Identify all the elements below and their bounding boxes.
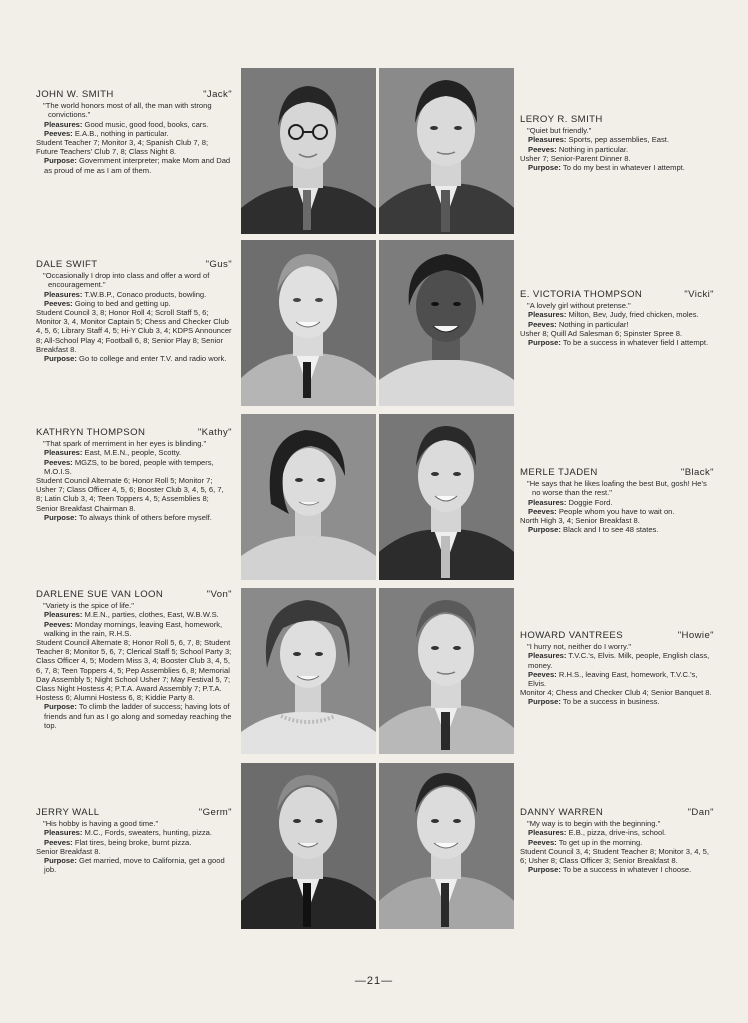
student-name: E. VICTORIA THOMPSON	[520, 289, 643, 300]
peeves-text: To get up in the morning.	[558, 837, 643, 847]
pleasures-label: Pleasures:	[528, 135, 567, 145]
purpose-text: Black and I to see 48 states.	[563, 525, 659, 535]
purpose-text: To climb the ladder of success; having lots of friends and fun as I go along and someday reaching the top.	[44, 702, 232, 730]
portrait-photo-danny-warren	[379, 763, 514, 929]
activities-text: North High 3, 4; Senior Breakfast 8.	[520, 516, 640, 526]
student-nickname: "Von"	[206, 589, 232, 600]
peeves-label: Peeves:	[44, 457, 73, 467]
student-nickname: "Germ"	[198, 807, 232, 818]
bio-leroy-smith	[520, 115, 714, 172]
student-name: HOWARD VANTREES	[520, 630, 624, 641]
bio-darlene-van-loon	[36, 590, 232, 730]
student-name: MERLE TJADEN	[520, 467, 598, 478]
purpose-label: Purpose:	[44, 512, 77, 522]
purpose-text: Government interpreter; make Mom and Dad as proud of me as I am of them.	[44, 156, 231, 175]
pleasures-label: Pleasures:	[528, 310, 567, 320]
student-name: KATHRYN THOMPSON	[36, 427, 146, 438]
activities-text: Student Council 3, 4; Student Teacher 8; Monitor 3, 4, 5, 6; Usher 8; Class Officer 3; Senior Breakfast 8.	[520, 846, 709, 866]
portrait-photo-dale-swift	[241, 240, 376, 406]
pleasures-text: M.E.N., parties, clothes, East, W.B.W.S.	[84, 610, 219, 620]
peeves-text: MGZS, to be bored, people with tempers, M.O.I.S.	[44, 457, 214, 476]
student-nickname: "Jack"	[203, 89, 232, 100]
peeves-label: Peeves:	[44, 837, 73, 847]
bio-john-smith	[36, 90, 232, 175]
peeves-label: Peeves:	[44, 619, 73, 629]
pleasures-label: Pleasures:	[528, 651, 567, 661]
activities-text: Student Teacher 7; Monitor 3, 4; Spanish Club 7, 8; Future Teachers' Club 7, 8; Class Night 8.	[36, 138, 209, 157]
portrait-photo-john-smith	[241, 68, 376, 234]
student-quote: "The world honors most of all, the man with strong convictions."	[43, 101, 212, 120]
student-nickname: "Kathy"	[197, 427, 232, 438]
student-name: DARLENE SUE VAN LOON	[36, 589, 164, 600]
student-nickname: "Dan"	[687, 807, 714, 818]
peeves-text: Monday mornings, leaving East, homework, walking in the rain, R.H.S.	[44, 619, 223, 638]
peeves-text: Nothing in particular.	[558, 144, 629, 154]
pleasures-label: Pleasures:	[528, 497, 567, 507]
activities-text: Senior Breakfast 8.	[36, 846, 101, 856]
portrait-photo-darlene-van-loon	[241, 588, 376, 754]
student-quote: "That spark of merriment in her eyes is blinding."	[43, 439, 207, 449]
student-nickname: "Black"	[680, 467, 714, 478]
peeves-text: R.H.S., leaving East, homework, T.V.C.'s, Elvis.	[528, 669, 698, 689]
student-name: DANNY WARREN	[520, 807, 604, 818]
bio-kathryn-thompson	[36, 428, 232, 522]
activities-text: Student Council Alternate 6; Honor Roll 5; Monitor 7; Usher 7; Class Officer 4, 5, 6; Booster Club 3, 4, 5, 6, 7, 8; Latin Club 3, 4; Teen Toppers 4, 5; Assemblies 8; Senior Breakfast Chairman 8.	[36, 476, 224, 513]
pleasures-text: Good music, good food, books, cars.	[84, 119, 209, 129]
student-name: JOHN W. SMITH	[36, 89, 114, 100]
student-quote: "Quiet but friendly."	[527, 126, 592, 136]
portrait-photo-leroy-smith	[379, 68, 514, 234]
purpose-label: Purpose:	[528, 163, 561, 173]
pleasures-text: T.V.C.'s, Elvis. Milk, people, English class, money.	[528, 651, 710, 670]
purpose-label: Purpose:	[44, 856, 77, 866]
bio-dale-swift	[36, 260, 232, 363]
student-quote: "His hobby is having a good time."	[43, 819, 159, 829]
pleasures-text: E.B., pizza, drive-ins, school.	[568, 828, 667, 838]
student-quote: "He says that he likes loafing the best But, gosh! He's no worse than the rest."	[527, 479, 707, 498]
student-name: JERRY WALL	[36, 807, 100, 818]
pleasures-label: Pleasures:	[44, 828, 83, 838]
purpose-label: Purpose:	[528, 865, 561, 875]
activities-text: Student Council 3, 8; Honor Roll 4; Scroll Staff 5, 6; Monitor 3, 4, Monitor Captain 5; Chess and Checker Club 4, 5, 6; Library Staff 4, 5; Hi-Y Club 3, 4; KDPS Announcer 8; All-School Play 4; Football 6, 8; Senior Play 8; Senior Breakfast 8.	[36, 308, 232, 354]
activities-text: Usher 8; Quill Ad Salesman 6; Spinster Spree 8.	[520, 328, 683, 338]
student-nickname: "Gus"	[205, 259, 232, 270]
peeves-label: Peeves:	[528, 506, 557, 516]
portrait-photo-victoria-thompson	[379, 240, 514, 406]
purpose-text: Get married, move to California, get a good job.	[44, 856, 225, 875]
purpose-text: To do my best in whatever I attempt.	[562, 163, 685, 173]
pleasures-text: Milton, Bev, Judy, fried chicken, moles.	[568, 310, 699, 320]
student-name: LEROY R. SMITH	[520, 114, 603, 125]
portrait-photo-howard-vantrees	[379, 588, 514, 754]
activities-text: Student Council Alternate 8; Honor Roll 5, 6, 7, 8; Student Teacher 8; Monitor 5, 6, 7; Clerical Staff 5; School Party 3; Class Officer 4, 5; Modern Miss 3, 4; Booster Club 3, 4, 5, 6, 7, 8; Teen Toppers 4, 5; Pep Assemblies 6, 8; Memorial Day Assembly 5; Night School Usher 7; May Festival 5, 7; Class Night Hostess 4; P.T.A. Award Assembly 7; P.T.A. Hostess 6; Alumni Hostess 6, 8; Kiddie Party 8.	[36, 638, 232, 703]
student-nickname: "Vicki"	[684, 289, 714, 300]
purpose-label: Purpose:	[44, 702, 77, 712]
peeves-label: Peeves:	[528, 319, 557, 329]
portrait-photo-kathryn-thompson	[241, 414, 376, 580]
peeves-label: Peeves:	[528, 669, 557, 679]
activities-text: Usher 7; Senior-Parent Dinner 8.	[520, 153, 631, 163]
student-name: DALE SWIFT	[36, 259, 98, 270]
purpose-text: To be a success in whatever I choose.	[562, 865, 692, 875]
purpose-text: Go to college and enter T.V. and radio work.	[79, 354, 227, 364]
student-nickname: "Howie"	[677, 630, 714, 641]
activities-text: Monitor 4; Chess and Checker Club 4; Senior Banquet 8.	[520, 688, 712, 698]
pleasures-text: T.W.B.P., Conaco products, bowling.	[84, 289, 207, 299]
peeves-text: Nothing in particular!	[558, 319, 629, 329]
pleasures-label: Pleasures:	[44, 119, 83, 129]
student-quote: "I hurry not, neither do I worry."	[527, 642, 632, 652]
portrait-photo-jerry-wall	[241, 763, 376, 929]
peeves-label: Peeves:	[44, 128, 73, 138]
pleasures-label: Pleasures:	[44, 610, 83, 620]
pleasures-text: M.C., Fords, sweaters, hunting, pizza.	[84, 828, 213, 838]
bio-howard-vantrees	[520, 631, 714, 707]
bio-victoria-thompson	[520, 290, 714, 347]
purpose-label: Purpose:	[528, 697, 561, 707]
purpose-text: To be a success in whatever field I attempt.	[562, 338, 709, 348]
purpose-label: Purpose:	[44, 156, 77, 166]
bio-danny-warren	[520, 808, 714, 874]
peeves-text: E.A.B., nothing in particular.	[74, 128, 169, 138]
purpose-text: To be a success in business.	[562, 697, 660, 707]
portrait-photo-merle-tjaden	[379, 414, 514, 580]
bio-jerry-wall	[36, 808, 232, 874]
pleasures-label: Pleasures:	[44, 289, 83, 299]
peeves-label: Peeves:	[528, 144, 557, 154]
peeves-text: Flat tires, being broke, burnt pizza.	[74, 837, 192, 847]
peeves-label: Peeves:	[44, 298, 73, 308]
purpose-label: Purpose:	[528, 525, 561, 535]
student-quote: "Variety is the spice of life."	[43, 601, 134, 611]
pleasures-label: Pleasures:	[44, 448, 83, 458]
pleasures-text: Doggie Ford.	[568, 497, 613, 507]
purpose-label: Purpose:	[528, 338, 561, 348]
student-quote: "Occasionally I drop into class and offer a word of encouragement."	[43, 271, 210, 290]
page-number: —21—	[354, 975, 394, 987]
student-quote: "My way is to begin with the beginning."	[527, 819, 661, 829]
pleasures-text: Sports, pep assemblies, East.	[568, 135, 670, 145]
pleasures-text: East, M.E.N., people, Scotty.	[84, 448, 182, 458]
purpose-text: To always think of others before myself.	[78, 512, 212, 522]
peeves-label: Peeves:	[528, 837, 557, 847]
student-quote: "A lovely girl without pretense."	[527, 301, 631, 311]
peeves-text: Going to bed and getting up.	[74, 298, 171, 308]
purpose-label: Purpose:	[44, 354, 77, 364]
peeves-text: People whom you have to wait on.	[558, 506, 675, 516]
pleasures-label: Pleasures:	[528, 828, 567, 838]
bio-merle-tjaden	[520, 468, 714, 534]
